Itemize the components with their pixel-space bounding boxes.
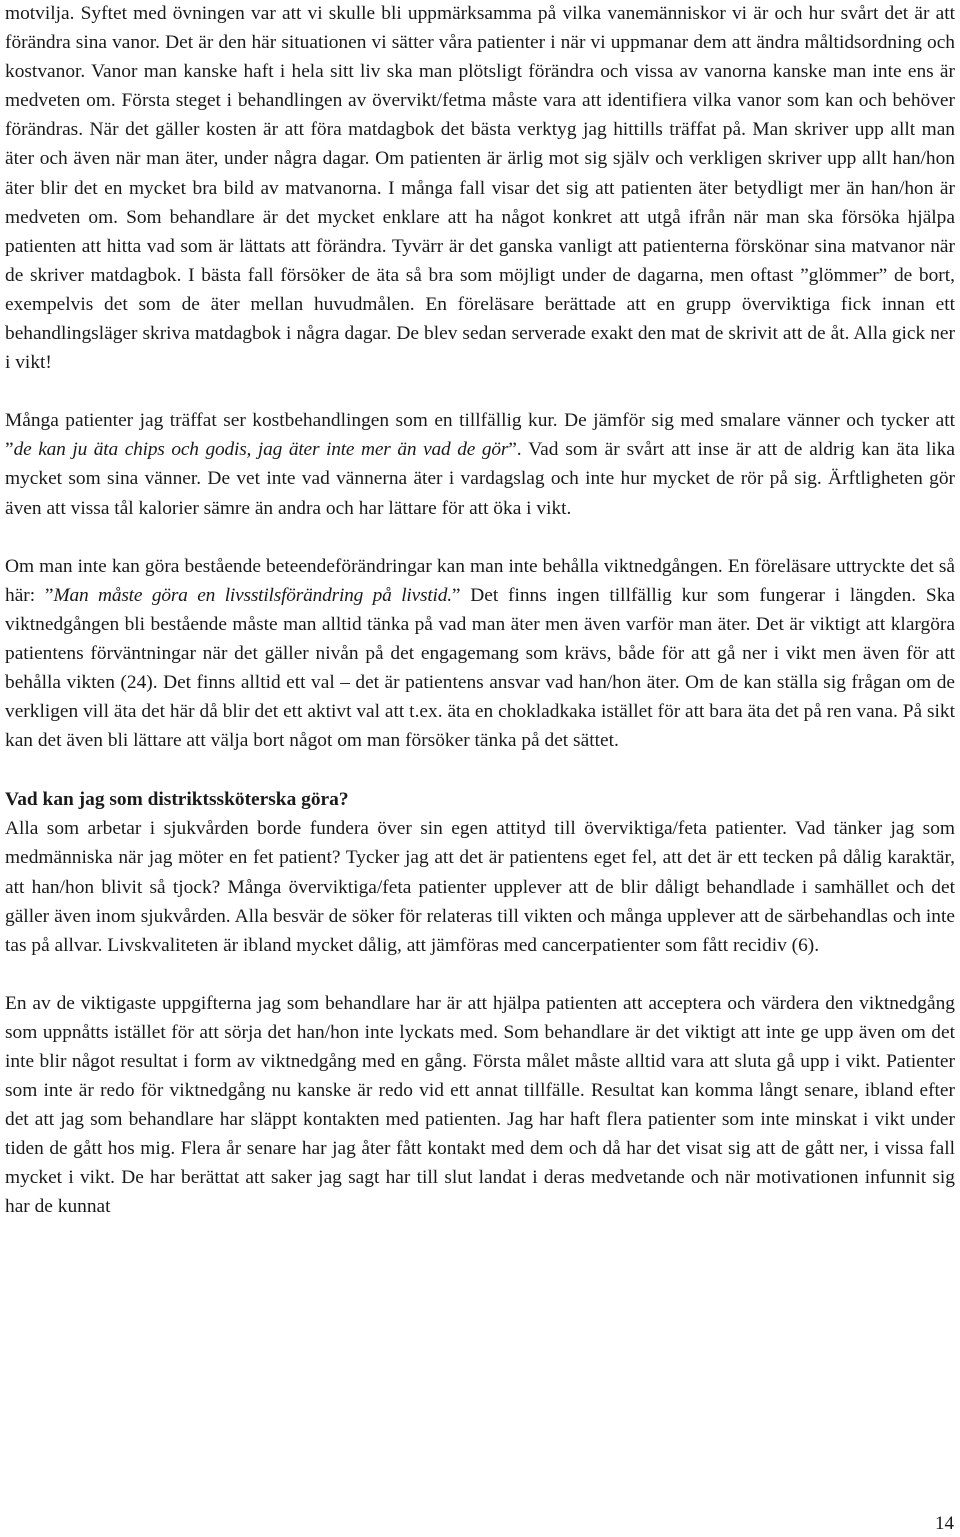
body-paragraph [5,552,955,756]
page-number: 14 [935,1513,954,1534]
paragraph-text: Om man inte kan göra bestående beteendeförändringar kan man inte behålla viktnedgången. En föreläsare uttryckte det så här: ” [5,555,955,606]
paragraph-text: Många patienter jag träffat ser kostbehandlingen som en tillfällig kur. De jämför sig med smalare vänner och tycker att ” [5,410,955,461]
body-paragraph: En av de viktigaste uppgifterna jag som behandlare har är att hjälpa patienten att acceptera och värdera den viktnedgång som uppnåtts istället för att sörja det han/hon inte lyckats med. Som behandlare är det viktigt att inte ge upp även om det inte blir något resultat i form av viktnedgång med en gång. Första målet måste alltid vara att sluta gå upp i vikt. Patienter som inte är redo för viktnedgång nu kanske är redo vid ett annat tillfälle. Resultat kan komma långt senare, ibland efter det att jag som behandlare har släppt kontakten med patienten. Jag har haft flera patienter som inte minskat i vikt under tiden de gått hos mig. Flera år senare har jag åter fått kontakt med dem och då har det visat sig att de gått ner, i vissa fall mycket i vikt. De har berättat att saker jag sagt har till slut landat i deras medvetande och när motivationen infunnit sig har de kunnat [5,992,955,1218]
section-heading: Vad kan jag som distriktssköterska göra? [5,789,349,811]
document-page [5,0,955,1222]
paragraph-text: ”. Vad som är svårt att inse är att de aldrig kan äta lika mycket som sina vänner. De vet inte vad vännerna äter i vardagslag och inte hur mycket de rör på sig. Ärftligheten gör även att vissa tål kalorier sämre än andra och har lättare för att öka i vikt. [5,439,956,519]
quoted-text: Man måste göra en livsstilsförändring på livstid. [53,584,452,606]
body-paragraph [5,406,955,522]
quoted-text: de kan ju äta chips och godis, jag äter inte mer än vad de gör [13,439,509,461]
body-paragraph: Alla som arbetar i sjukvården borde fundera över sin egen attityd till överviktiga/feta patienter. Vad tänker jag som medmänniska när jag möter en fet patient? Tycker jag att det är patientens eget fel, att det är ett tecken på dålig karaktär, att han/hon blivit så tjock? Många överviktiga/feta patienter upplever att de blir dåligt behandlade i samhället och det gäller även inom sjukvården. Alla besvär de söker för relateras till vikten och många upplever att de särbehandlas och inte tas på allvar. Livskvaliteten är ibland mycket dålig, att jämföras med cancerpatienter som fått recidiv (6). [5,818,955,956]
body-paragraph: motvilja. Syftet med övningen var att vi skulle bli uppmärksamma på vilka vanemänniskor vi är och hur svårt det är att förändra sina vanor. Det är den här situationen vi sätter våra patienter i när vi uppmanar dem att ändra måltidsordning och kostvanor. Vanor man kanske haft i hela sitt liv ska man plötsligt förändra och vissa av vanorna kanske man inte ens är medveten om. Första steget i behandlingen av övervikt/fetma måste vara att identifiera vilka vanor som kan och behöver förändras. När det gäller kosten är att föra matdagbok det bästa verktyg jag hittills träffat på. Man skriver upp allt man äter och även när man äter, under några dagar. Om patienten är ärlig mot sig själv och verkligen skriver upp allt han/hon äter blir det en mycket bra bild av matvanorna. I många fall visar det sig att patienten äter betydligt mer än han/hon är medveten om. Som behandlare är det mycket enklare att ha något konkret att utgå ifrån när man ska försöka hjälpa patienten att hitta vad som är lättats att förändra. Tyvärr är det ganska vanligt att patienterna förskönar sina matvanor när de skriver matdagbok. I bästa fall försöker de äta så bra som möjligt under de dagarna, men oftast ”glömmer” de bort, exempelvis det som de äter mellan huvudmålen. En föreläsare berättade att en grupp överviktiga fick innan ett behandlingsläger skriva matdagbok i några dagar. De blev sedan serverade exakt den mat de skrivit att de åt. Alla gick ner i vikt! [5,3,955,374]
paragraph-text: ” Det finns ingen tillfällig kur som fungerar i längden. Ska viktnedgången bli bestående måste man alltid tänka på vad man äter men även varför man äter. Det är viktigt att klargöra patientens förväntningar när det gäller nivån på det engagemang som krävs, både för att gå ner i vikt men även för att behålla vikten (24). Det finns alltid ett val – det är patientens ansvar vad han/hon äter. Om de kan ställa sig frågan om de verkligen vill äta det här då blir det ett aktivt val att t.ex. äta en chokladkaka istället för att bara äta det på ren vana. På sikt kan det även bli lättare att välja bort något om man försöker tänka på det sättet. [5,584,956,752]
